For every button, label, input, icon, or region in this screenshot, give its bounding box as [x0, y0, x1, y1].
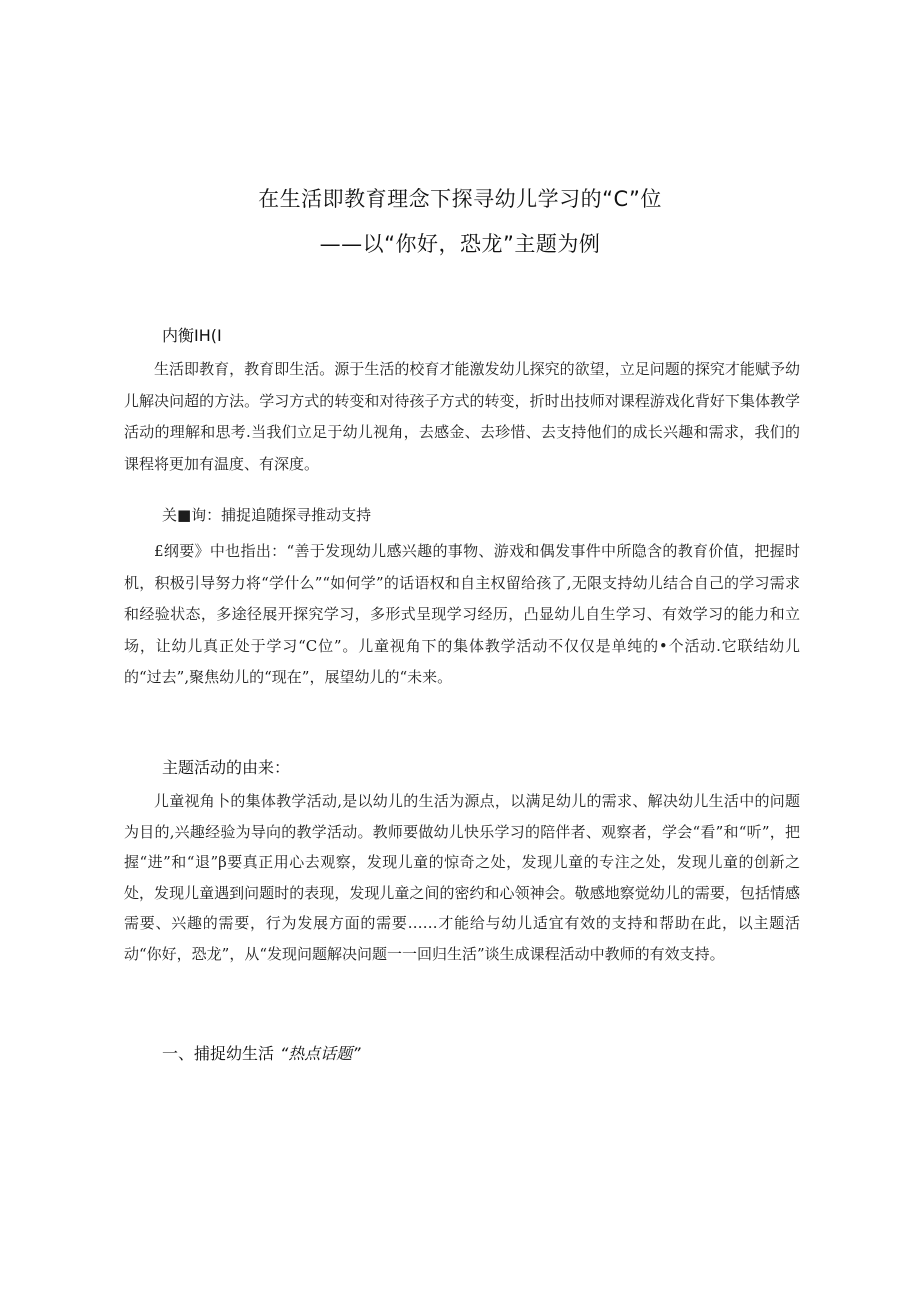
abstract-paragraph: 生活即教育，教育即生活。源于生活的校育才能激发幼儿探究的欲望，立足问题的探究才能赋予幼儿解决问超的方法。学习方式的转变和对待孩子方式的转变，折时出技师对课程游戏化背好下集体教学活动的理解和思考.当我们立足于幼儿视角，去感金、去珍惜、去支持他们的成长兴趣和需求，我们的课程将更加有温度、有深度。: [124, 360, 800, 473]
section-one-prefix: 一、捕捉幼生活: [162, 1044, 275, 1063]
origin-paragraph: 儿童视角卜的集体教学活动,是以幼儿的生活为源点，以满足幼儿的需求、解决幼儿生活中的问题为目的,兴趣经验为导向的教学活动。教师要做幼儿快乐学习的陪伴者、观察者，学会“看”和“听”，把握“进”和“退”β要真正用心去观察，发现儿童的惊奇之处，发现儿童的专注之处，发现儿童的创新之处，发现儿童遇到问题时的表现，发现儿童之间的密约和心领神会。敬感地察觉幼儿的需要，包括情感需要、兴趣的需要，行为发展方面的需要……才能给与幼儿适宜有效的支持和帮助在此，以主题活动“你好，恐龙”，从“发现问题解决问题一一回归生活”谈生成课程活动中教师的有效支持。: [124, 792, 800, 963]
abstract-heading: 内衡IH(I: [162, 326, 222, 345]
document-subtitle: ——以“你好，恐龙”主题为例: [319, 232, 601, 256]
origin-heading: 主题活动的由来：: [162, 758, 291, 777]
keywords-line: 关■询：捕捉追随探寻推动支持: [162, 506, 372, 524]
section-one-heading: [162, 1041, 361, 1064]
document-title: 在生活即教育理念下探寻幼儿学习的“C”位: [258, 187, 662, 211]
guideline-paragraph: £纲要》中也指出：“善于发现幼儿感兴趣的事物、游戏和偶发事件中所隐含的教育价值，把握时机，积极引导努力将“学什么”“如何学”的话语权和自主权留给孩了,无限支持幼儿结合自己的学习需求和经验状态，多途径展开探究学习，多形式呈现学习经历，凸显幼儿自生学习、有效学习的能力和立场，让幼儿真正处于学习“C位”。儿童视角下的集体教学活动不仅仅是单纯的•个活动.它联结幼儿的“过去”,聚焦幼儿的“现在”，展望幼儿的“未来。: [124, 542, 800, 686]
section-one-emphasis: “热点话题”: [280, 1044, 361, 1063]
